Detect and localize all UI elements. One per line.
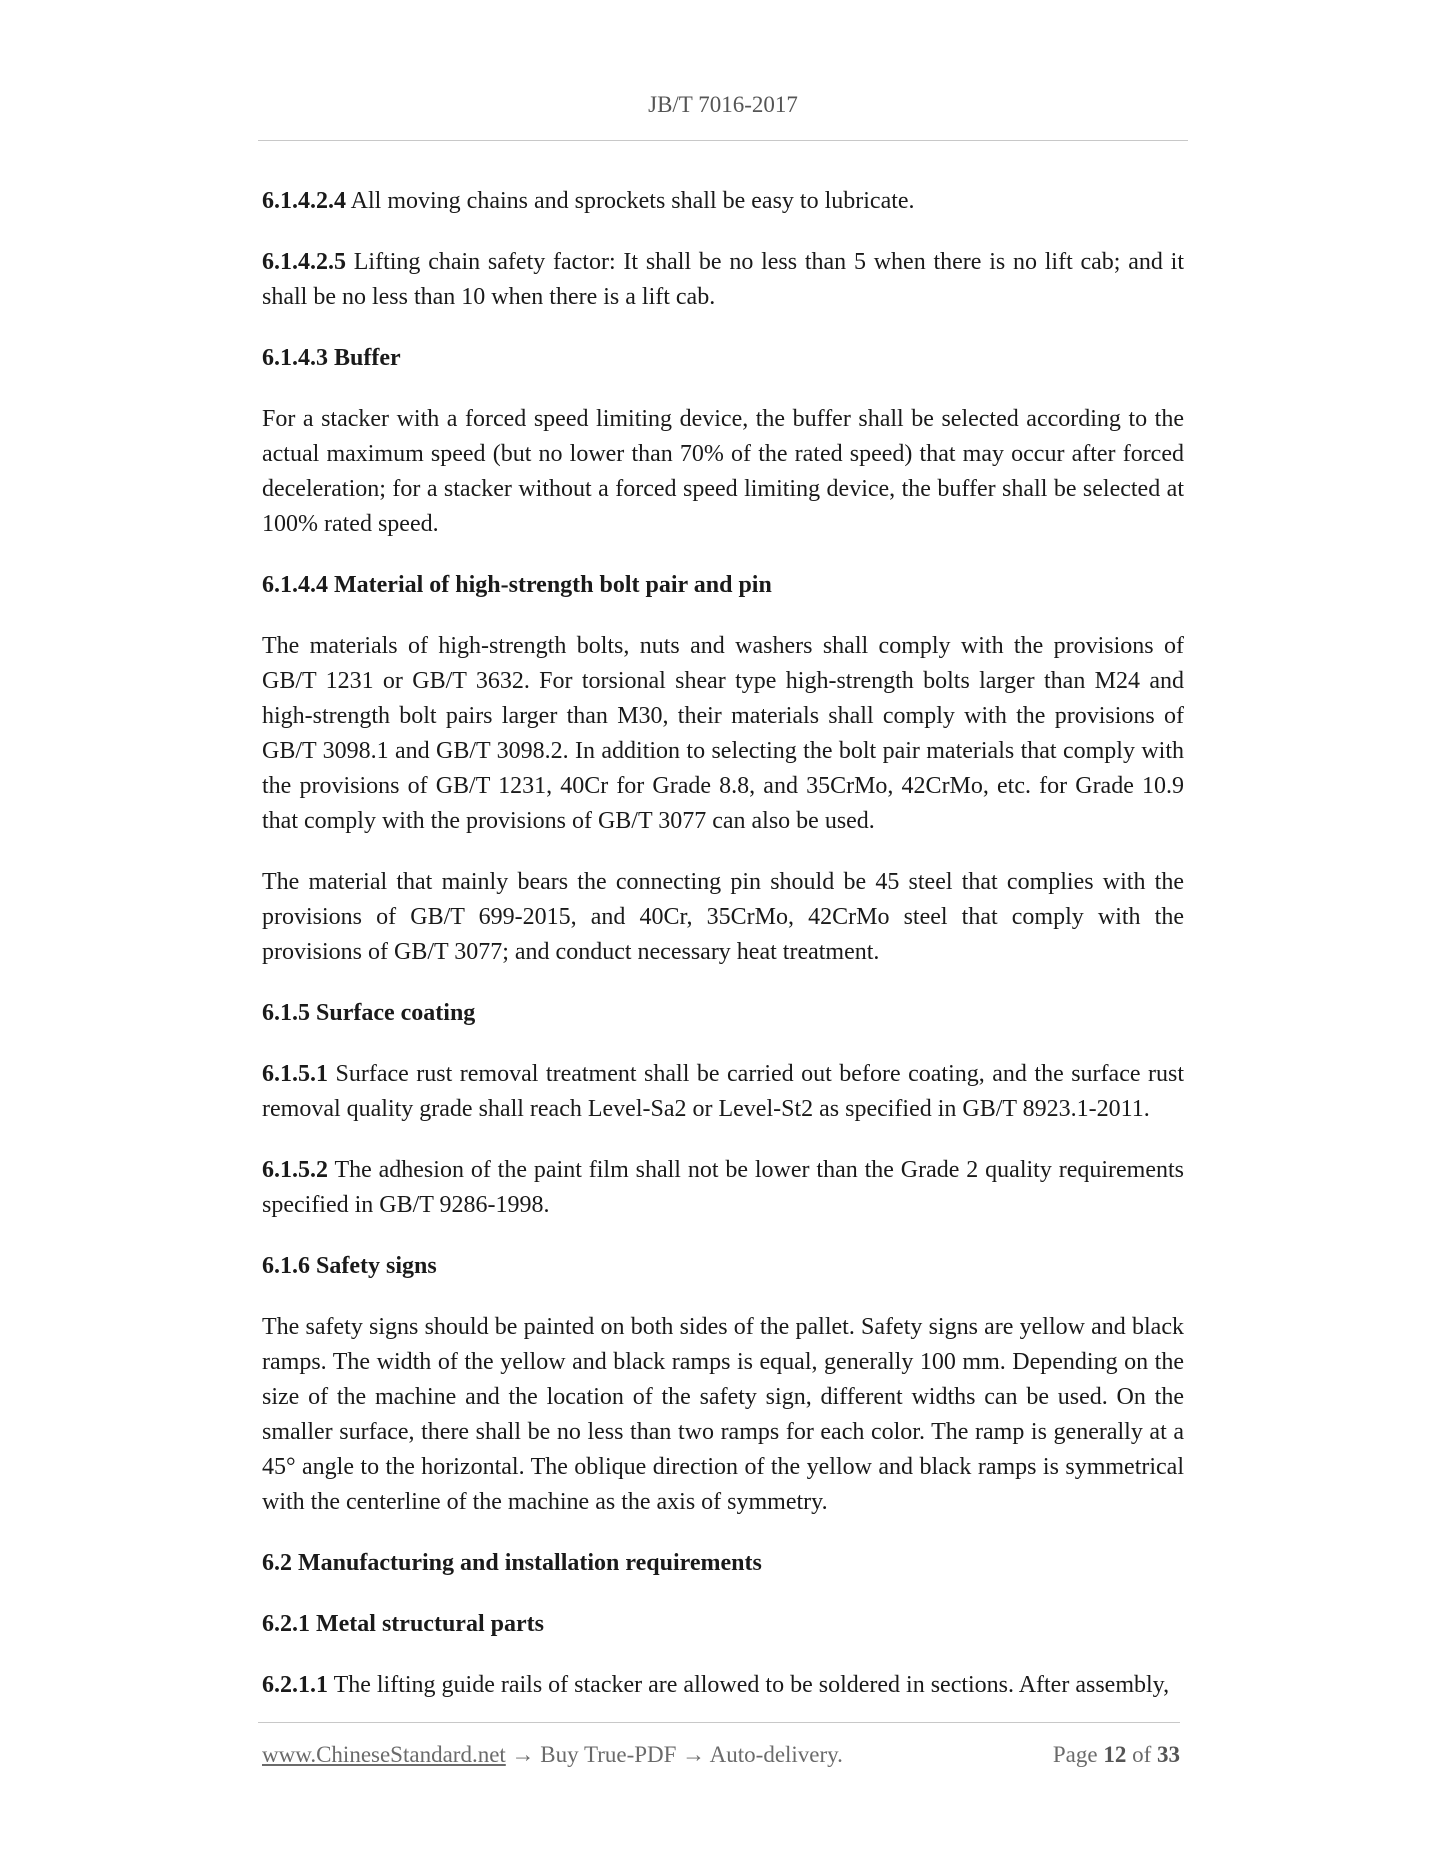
clause-paragraph — [262, 1153, 1184, 1223]
page-counter — [1053, 1742, 1180, 1768]
clause-number: 6.1.4.2.4 — [262, 188, 346, 214]
header-divider — [258, 140, 1188, 141]
section-heading: 6.2.1 Metal structural parts — [262, 1611, 544, 1637]
clause-number: 6.1.5.1 — [262, 1061, 328, 1087]
clause-text: The lifting guide rails of stacker are allowed to be soldered in sections. After assembly, — [328, 1672, 1170, 1698]
document-header-title: JB/T 7016-2017 — [648, 92, 798, 117]
section-heading: 6.2 Manufacturing and installation requirements — [262, 1550, 762, 1576]
footer-promo — [262, 1742, 843, 1768]
clause-text: Surface rust removal treatment shall be carried out before coating, and the surface rust removal quality grade shall reach Level-Sa2 or Level-St2 as specified in GB/T 8923.1-2011. — [262, 1061, 1184, 1122]
clause-paragraph — [262, 1668, 1184, 1703]
clause-text: The adhesion of the paint film shall not be lower than the Grade 2 quality requirements specified in GB/T 9286-1998. — [262, 1157, 1184, 1218]
website-link[interactable]: www.ChineseStandard.net — [262, 1742, 506, 1767]
clause-number: 6.2.1.1 — [262, 1672, 328, 1698]
body-paragraph: The material that mainly bears the connecting pin should be 45 steel that complies with the provisions of GB/T 699-2015, and 40Cr, 35CrMo, 42CrMo steel that comply with the provisions of GB/T 3077; and conduct necessary heat treatment. — [262, 869, 1184, 965]
clause-text: All moving chains and sprockets shall be easy to lubricate. — [346, 188, 915, 214]
body-paragraph: The safety signs should be painted on both sides of the pallet. Safety signs are yellow and black ramps. The width of the yellow and black ramps is equal, generally 100 mm. Depending on the size of the machine and the location of the safety sign, different widths can be used. On the smaller surface, there shall be no less than two ramps for each color. The ramp is generally at a 45° angle to the horizontal. The oblique direction of the yellow and black ramps is symmetrical with the centerline of the machine as the axis of symmetry. — [262, 1314, 1184, 1515]
section-heading: 6.1.6 Safety signs — [262, 1253, 437, 1279]
clause-paragraph — [262, 245, 1184, 315]
page-of-label: of — [1132, 1742, 1152, 1767]
footer-promo-text: → Buy True-PDF → Auto-delivery. — [505, 1742, 843, 1767]
section-heading: 6.1.4.3 Buffer — [262, 345, 401, 371]
page-current: 12 — [1103, 1742, 1127, 1767]
clause-text: Lifting chain safety factor: It shall be no less than 5 when there is no lift cab; and it shall be no less than 10 when there is a lift cab. — [262, 249, 1184, 310]
section-heading: 6.1.4.4 Material of high-strength bolt pair and pin — [262, 572, 772, 598]
clause-paragraph — [262, 1057, 1184, 1127]
footer-divider — [258, 1722, 1180, 1723]
page-label: Page — [1052, 1742, 1098, 1767]
body-paragraph: The materials of high-strength bolts, nuts and washers shall comply with the provisions of GB/T 1231 or GB/T 3632. For torsional shear type high-strength bolts larger than M24 and high-strength bolt pairs larger than M30, their materials shall comply with the provisions of GB/T 3098.1 and GB/T 3098.2. In addition to selecting the bolt pair materials that comply with the provisions of GB/T 1231, 40Cr for Grade 8.8, and 35CrMo, 42CrMo, etc. for Grade 10.9 that comply with the provisions of GB/T 3077 can also be used. — [262, 633, 1184, 834]
document-body — [262, 184, 1184, 1729]
clause-paragraph — [262, 184, 1184, 219]
body-paragraph: For a stacker with a forced speed limiting device, the buffer shall be selected according to the actual maximum speed (but no lower than 70% of the rated speed) that may occur after forced deceleration; for a stacker without a forced speed limiting device, the buffer shall be selected at 100% rated speed. — [262, 406, 1184, 537]
section-heading: 6.1.5 Surface coating — [262, 1000, 476, 1026]
page-total: 33 — [1157, 1742, 1180, 1767]
clause-number: 6.1.5.2 — [262, 1157, 328, 1183]
clause-number: 6.1.4.2.5 — [262, 249, 346, 275]
